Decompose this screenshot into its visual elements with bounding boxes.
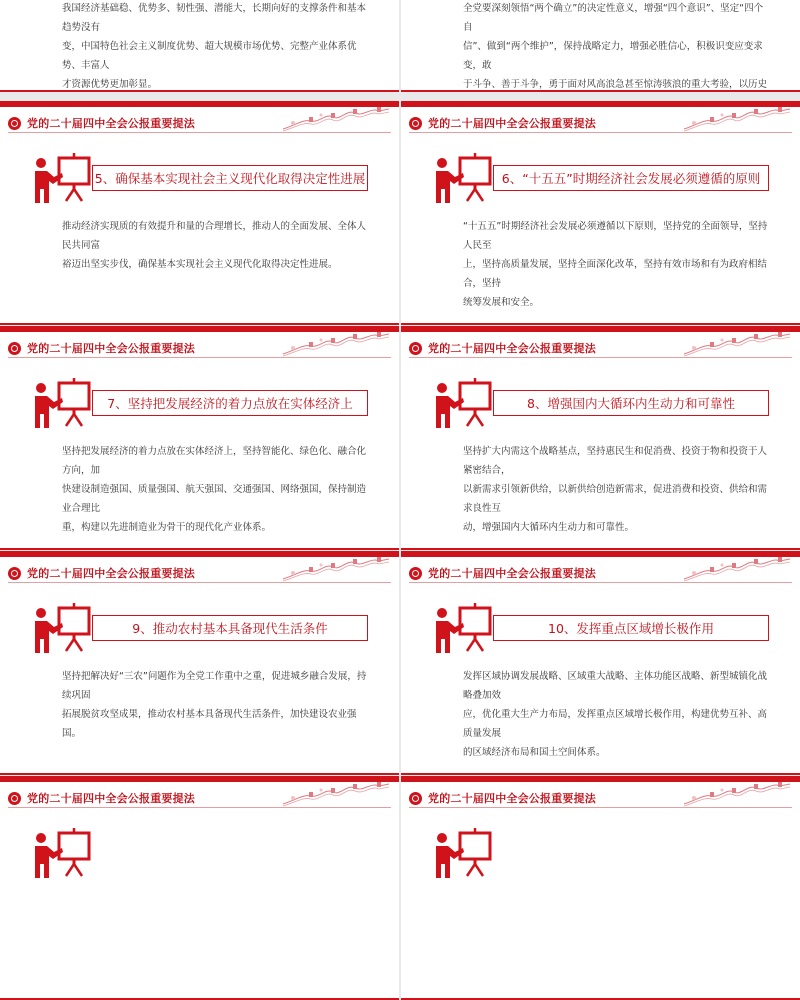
header-divider (8, 582, 391, 583)
presenter-icon (433, 378, 493, 430)
slide-body (463, 442, 771, 537)
slide-header (8, 116, 195, 130)
slide-header (8, 791, 195, 805)
party-emblem-icon (409, 792, 422, 805)
party-emblem-icon (409, 117, 422, 130)
great-wall-decoration-icon (281, 105, 391, 133)
slide-title: 10、发挥重点区域增长极作用 (548, 621, 714, 636)
slide-7 (0, 326, 399, 550)
body-line: 推动经济实现质的有效提升和量的合理增长，推动人的全面发展、全体人民共同富 (62, 221, 367, 251)
slide-header (8, 341, 195, 355)
slide-header (409, 116, 596, 130)
body-line: 应，优化重大生产力布局，发挥重点区域增长极作用，构建优势互补、高质量发展 (463, 709, 768, 739)
great-wall-decoration-icon (682, 330, 792, 358)
slide-header (8, 566, 195, 580)
presenter-icon (32, 378, 92, 430)
slide-body (463, 667, 771, 762)
slide-title: 6、“十五五”时期经济社会发展必须遵循的原则 (501, 171, 761, 186)
slide-bottom-bar (401, 90, 800, 92)
slide-header (409, 791, 596, 805)
slide-header-title: 党的二十届四中全会公报重要提法 (428, 117, 596, 130)
great-wall-decoration-icon (682, 105, 792, 133)
slide-header (409, 566, 596, 580)
slide-bottom-bar (0, 773, 399, 775)
slide-4-partial (0, 0, 399, 92)
slide-body (62, 667, 370, 743)
body-line: 坚持把解决好“三农”问题作为全党工作重中之重，促进城乡融合发展，持续巩固 (62, 671, 367, 701)
header-divider (409, 357, 792, 358)
slide-title-box (92, 615, 368, 641)
body-line: 坚持扩大内需这个战略基点，坚持惠民生和促消费、投资于物和投资于人紧密结合， (463, 446, 768, 476)
body-line: 以新需求引领新供给，以新供给创造新需求，促进消费和投资、供给和需求良性互 (463, 484, 768, 514)
slide-bottom-bar (0, 90, 399, 92)
slide-9 (0, 551, 399, 775)
slide-title: 8、增强国内大循环内生动力和可靠性 (527, 396, 735, 411)
body-line: 发挥区域协调发展战略、区域重大战略、主体功能区战略、新型城镇化战略叠加效 (463, 671, 768, 701)
slide-11 (0, 776, 399, 1000)
presenter-icon (32, 153, 92, 205)
slide-title-box (92, 165, 368, 191)
slide-header-title: 党的二十届四中全会公报重要提法 (27, 567, 195, 580)
header-divider (8, 132, 391, 133)
slide-bottom-bar (0, 548, 399, 550)
great-wall-decoration-icon (682, 555, 792, 583)
header-divider (409, 582, 792, 583)
slide-title: 5、确保基本实现社会主义现代化取得决定性进展 (94, 171, 366, 186)
header-divider (8, 357, 391, 358)
great-wall-decoration-icon (281, 780, 391, 808)
presenter-icon (433, 153, 493, 205)
header-divider (409, 132, 792, 133)
body-line: 上，坚持高质量发展，坚持全面深化改革，坚持有效市场和有为政府相结合，坚持 (463, 259, 768, 289)
slide-body (62, 217, 370, 274)
slide-body: 全党要深刻领悟“两个确立”的决定性意义，增强“四个意识”、坚定“四个自 信”、做到“两个维护”，保持战略定力，增强必胜信心，积极识变应变求变，敢 于斗争、善于斗争，勇于面对风高浪急甚至惊涛骇浪的重大考验，以历史 (463, 3, 768, 90)
great-wall-decoration-icon (281, 330, 391, 358)
slide-header-title: 党的二十届四中全会公报重要提法 (27, 342, 195, 355)
slide-bottom-bar (0, 323, 399, 325)
party-emblem-icon (8, 117, 21, 130)
party-emblem-icon (8, 792, 21, 805)
party-emblem-icon (409, 342, 422, 355)
slide-8 (401, 326, 800, 550)
slide-title: 9、推动农村基本具备现代生活条件 (132, 621, 328, 636)
slide-6 (401, 101, 800, 325)
presenter-icon (433, 603, 493, 655)
slide-header-title: 党的二十届四中全会公报重要提法 (27, 792, 195, 805)
presenter-icon (433, 828, 493, 880)
great-wall-decoration-icon (682, 780, 792, 808)
slide-header-title: 党的二十届四中全会公报重要提法 (428, 342, 596, 355)
party-emblem-icon (8, 342, 21, 355)
body-line: 坚持把发展经济的着力点放在实体经济上，坚持智能化、绿色化、融合化方向，加 (62, 446, 367, 476)
slide-header-title: 党的二十届四中全会公报重要提法 (428, 792, 596, 805)
great-wall-decoration-icon (281, 555, 391, 583)
body-line: 的区域经济布局和国土空间体系。 (463, 747, 606, 758)
slide-bottom-bar (401, 773, 800, 775)
slide-10 (401, 551, 800, 775)
party-emblem-icon (409, 567, 422, 580)
slide-title: 7、坚持把发展经济的着力点放在实体经济上 (107, 396, 353, 411)
body-line: 裕迈出坚实步伐，确保基本实现社会主义现代化取得决定性进展。 (62, 259, 338, 270)
slide-bottom-bar (401, 323, 800, 325)
slide-title-box (493, 390, 769, 416)
slide-bottom-bar (401, 548, 800, 550)
slide-title-box (493, 165, 769, 191)
slide-header (409, 341, 596, 355)
slide-header-title: 党的二十届四中全会公报重要提法 (428, 567, 596, 580)
body-line: 重，构建以先进制造业为骨干的现代化产业体系。 (62, 522, 272, 533)
presenter-icon (32, 828, 92, 880)
slide-12 (401, 776, 800, 1000)
slide-5 (0, 101, 399, 325)
party-emblem-icon (8, 567, 21, 580)
slide-body: 我国经济基础稳、优势多、韧性强、潜能大，长期向好的支撑条件和基本趋势没有 变，中国特色社会主义制度优势、超大规模市场优势、完整产业体系优势、丰富人 才资源优势更加彰显。 (62, 3, 367, 90)
slide-header-title: 党的二十届四中全会公报重要提法 (27, 117, 195, 130)
slide-4b-partial (401, 0, 800, 92)
slide-title-box (493, 615, 769, 641)
body-line: 拓展脱贫攻坚成果，推动农村基本具备现代生活条件，加快建设农业强国。 (62, 709, 357, 739)
header-divider (8, 807, 391, 808)
body-line: “十五五”时期经济社会发展必须遵循以下原则，坚持党的全面领导，坚持人民至 (463, 221, 768, 251)
body-line: 统筹发展和安全。 (463, 297, 540, 308)
slide-body (463, 217, 771, 312)
header-divider (409, 807, 792, 808)
slide-title-box (92, 390, 368, 416)
presenter-icon (32, 603, 92, 655)
slide-body (62, 442, 370, 537)
body-line: 动，增强国内大循环内生动力和可靠性。 (463, 522, 635, 533)
body-line: 快建设制造强国、质量强国、航天强国、交通强国、网络强国，保持制造业合理比 (62, 484, 367, 514)
